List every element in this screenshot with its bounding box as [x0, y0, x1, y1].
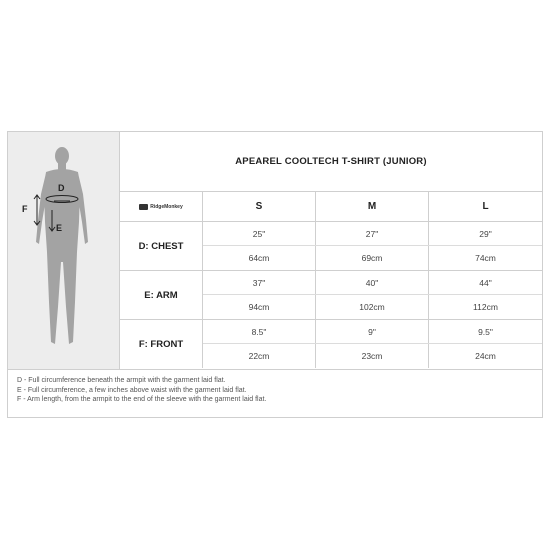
figure-label-f: F [22, 204, 28, 214]
brand-logo-icon [139, 204, 148, 210]
row-label-chest: D: CHEST [120, 222, 203, 270]
chest-l-inches: 29" [479, 228, 492, 239]
brand-logo-cell [120, 192, 203, 221]
figure-label-e: E [56, 223, 63, 233]
size-table [120, 132, 542, 369]
chest-cm-row [203, 246, 542, 270]
chest-m-cm: 69cm [316, 246, 429, 270]
row-chest [120, 222, 542, 271]
arm-m-inches: 40" [316, 271, 429, 294]
arm-m-cm: 102cm [316, 295, 429, 319]
chest-inches-row [203, 222, 542, 246]
chart-title: APEAREL COOLTECH T-SHIRT (JUNIOR) [120, 132, 542, 192]
arm-s-inches: 37" [203, 271, 316, 294]
chest-m-inches: 27" [316, 222, 429, 245]
chest-s-inches: 25" [203, 222, 316, 245]
front-cm-row [203, 344, 542, 368]
row-front [120, 320, 542, 369]
measurement-notes [8, 369, 542, 417]
row-label-arm: E: ARM [120, 271, 203, 319]
body-silhouette-figure [8, 132, 120, 368]
front-inches-row [203, 320, 542, 344]
front-m-inches: 9" [316, 320, 429, 343]
size-chart [7, 131, 543, 418]
front-m-cm: 23cm [316, 344, 429, 368]
row-label-front: F: FRONT [120, 320, 203, 368]
chest-l-cm: 74cm [475, 253, 496, 263]
arm-s-cm: 94cm [203, 295, 316, 319]
chest-s-cm: 64cm [203, 246, 316, 270]
note-e: E - Full circumference, a few inches above waist with the garment laid flat. [17, 386, 247, 394]
front-s-cm: 22cm [203, 344, 316, 368]
size-header-l: L [482, 201, 489, 212]
size-header-s: S [203, 192, 316, 221]
arm-l-inches: 44" [479, 277, 492, 288]
size-header-row [120, 192, 542, 222]
size-header-m: M [316, 192, 429, 221]
brand-logo [139, 204, 183, 210]
arm-cm-row [203, 295, 542, 319]
row-arm [120, 271, 542, 320]
figure-label-d: D [58, 183, 65, 193]
front-l-inches: 9.5" [478, 326, 493, 337]
note-f: F - Arm length, from the armpit to the end of the sleeve with the garment laid flat. [17, 396, 267, 403]
brand-logo-text: RidgeMonkey [150, 203, 183, 210]
body-figure-panel [8, 132, 120, 369]
front-l-cm: 24cm [475, 351, 496, 361]
note-d: D - Full circumference beneath the armpit with the garment laid flat. [17, 377, 226, 384]
arm-inches-row [203, 271, 542, 295]
arm-l-cm: 112cm [473, 302, 498, 312]
front-s-inches: 8.5" [203, 320, 316, 343]
silhouette-shape [36, 147, 88, 344]
